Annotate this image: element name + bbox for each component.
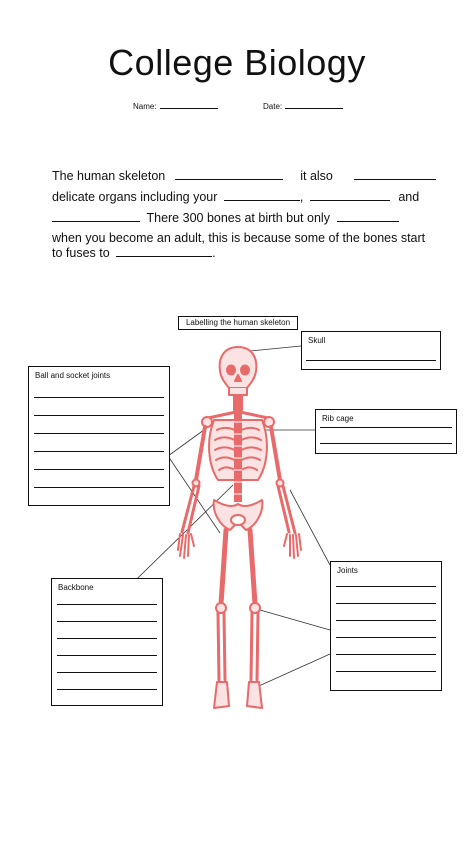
answer-line[interactable] bbox=[57, 655, 157, 656]
answer-line[interactable] bbox=[34, 451, 164, 452]
page-title: College Biology bbox=[108, 42, 366, 83]
para-text: it also bbox=[300, 169, 333, 183]
joints-label-box[interactable] bbox=[330, 561, 442, 691]
paragraph-line-4: when you become an adult, this is because some of the bones start bbox=[52, 231, 426, 245]
answer-line[interactable] bbox=[34, 469, 164, 470]
answer-line[interactable] bbox=[57, 621, 157, 622]
backbone-label: Backbone bbox=[58, 583, 94, 592]
para-text: , bbox=[299, 190, 304, 204]
para-text: . bbox=[212, 246, 216, 260]
answer-line[interactable] bbox=[306, 360, 436, 361]
para-text: The human skeleton bbox=[52, 169, 166, 183]
rib-cage-label: Rib cage bbox=[322, 414, 354, 423]
para-text: and bbox=[398, 190, 420, 204]
joints-leader-3 bbox=[250, 654, 330, 690]
joints-leader-2 bbox=[260, 610, 330, 630]
para-text: to fuses to bbox=[52, 246, 110, 260]
name-label: Name: bbox=[133, 102, 157, 111]
para-text: There 300 bones at birth but only bbox=[146, 211, 330, 225]
ball-socket-label-box[interactable] bbox=[28, 366, 170, 506]
answer-line[interactable] bbox=[34, 397, 164, 398]
skull-leader bbox=[250, 346, 301, 351]
answer-line[interactable] bbox=[336, 586, 436, 587]
skull-label: Skull bbox=[308, 336, 326, 345]
answer-line[interactable] bbox=[34, 415, 164, 416]
backbone-label-box[interactable] bbox=[51, 578, 163, 706]
answer-line[interactable] bbox=[57, 689, 157, 690]
ball-socket-label: Ball and socket joints bbox=[35, 371, 111, 380]
answer-line[interactable] bbox=[336, 671, 436, 672]
skull-label-box[interactable] bbox=[301, 331, 441, 370]
answer-line[interactable] bbox=[57, 672, 157, 673]
joints-leader-1 bbox=[290, 490, 330, 565]
answer-line[interactable] bbox=[336, 620, 436, 621]
answer-line[interactable] bbox=[57, 604, 157, 605]
skeleton-icon bbox=[178, 347, 301, 708]
answer-line[interactable] bbox=[336, 637, 436, 638]
answer-line[interactable] bbox=[336, 654, 436, 655]
answer-line[interactable] bbox=[34, 487, 164, 488]
answer-line[interactable] bbox=[34, 433, 164, 434]
answer-line[interactable] bbox=[57, 638, 157, 639]
answer-line[interactable] bbox=[336, 603, 436, 604]
rib-cage-label-box[interactable] bbox=[315, 409, 457, 454]
joints-label: Joints bbox=[337, 566, 358, 575]
para-text: delicate organs including your bbox=[52, 190, 218, 204]
answer-line[interactable] bbox=[320, 443, 452, 444]
diagram-heading: Labelling the human skeleton bbox=[178, 316, 298, 330]
date-label: Date: bbox=[263, 102, 283, 111]
answer-line[interactable] bbox=[320, 427, 452, 428]
